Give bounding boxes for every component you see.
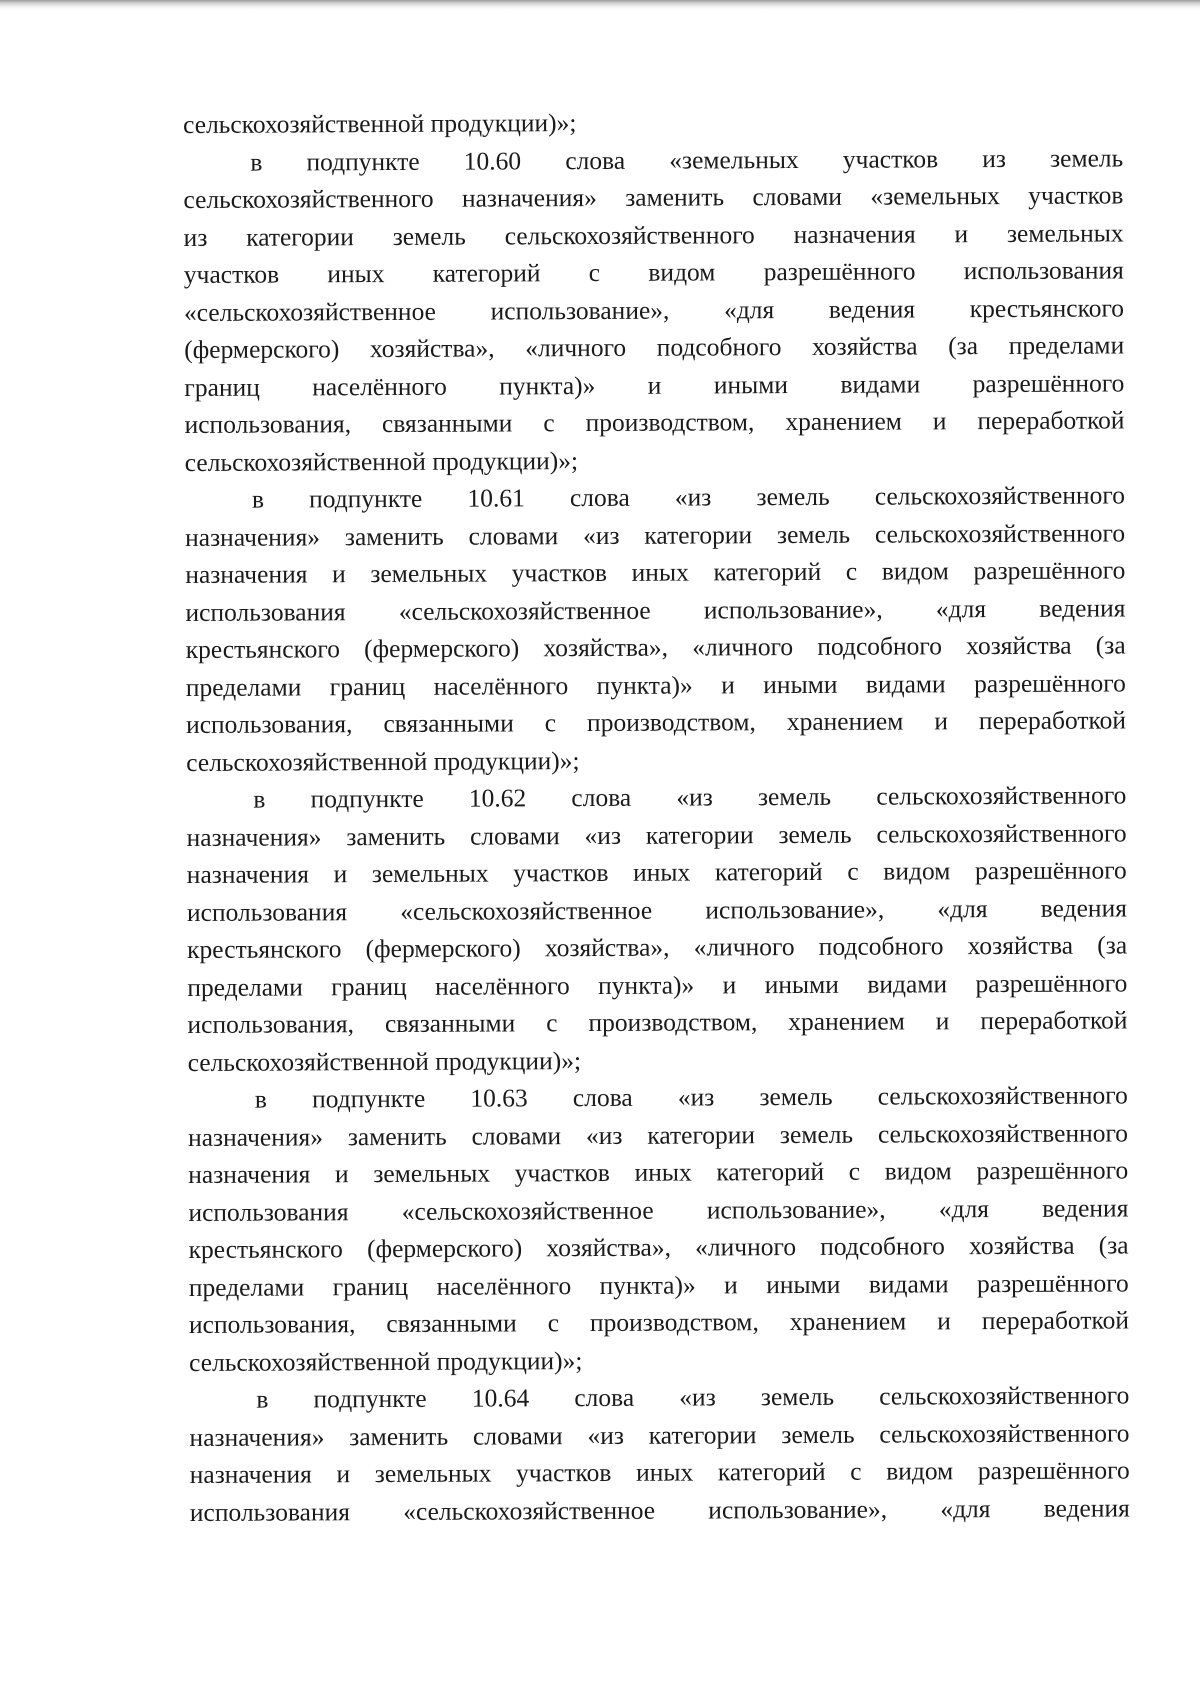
- text-line: назначения и земельных участков иных категорий с видом разрешённого: [186, 855, 1127, 889]
- text-line: использования «сельскохозяйственное использование», «для ведения: [189, 1492, 1130, 1527]
- text-line: использования, связанными с производством, хранением и переработкой: [184, 405, 1125, 439]
- text-line: границ населённого пункта)» и иными видами разрешённого: [184, 367, 1125, 402]
- text-line: назначения» заменить словами «из категории земель сельскохозяйственного: [185, 517, 1126, 552]
- paragraph-last-line: сельскохозяйственной продукции)»;: [189, 1345, 583, 1377]
- paragraph-first-line: в подпункте 10.60 слова «земельных участков из земель: [250, 142, 1124, 177]
- text-line: использования, связанными с производством, хранением и переработкой: [188, 1305, 1130, 1339]
- text-line: использования, связанными с производством, хранением и переработкой: [187, 1005, 1128, 1039]
- text-line: назначения и земельных участков иных категорий с видом разрешённого: [185, 555, 1126, 589]
- text-line: назначения» заменить словами «из категории земель сельскохозяйственного: [189, 1417, 1130, 1452]
- text-line: пределами границ населённого пункта)» и иными видами разрешённого: [187, 967, 1128, 1002]
- scan-top-edge: [0, 0, 1200, 10]
- paragraph-first-line: в подпункте 10.61 слова «из земель сельскохозяйственного: [251, 480, 1125, 514]
- paragraph-last-line: сельскохозяйственной продукции)»;: [187, 1045, 582, 1077]
- paragraph-first-line: в подпункте 10.63 слова «из земель сельскохозяйственного: [254, 1080, 1128, 1114]
- text-line: использования, связанными с производством, хранением и переработкой: [185, 705, 1127, 739]
- text-line: крестьянского (фермерского) хозяйства», «личного подсобного хозяйства (за: [187, 930, 1128, 964]
- text-line: сельскохозяйственного назначения» заменить словами «земельных участков: [183, 180, 1124, 214]
- text-line: пределами границ населённого пункта)» и иными видами разрешённого: [185, 667, 1126, 702]
- text-line: назначения» заменить словами «из категории земель сельскохозяйственного: [186, 817, 1127, 852]
- document-page: [183, 101, 1130, 1531]
- text-line: использования «сельскохозяйственное использование», «для ведения: [186, 892, 1127, 927]
- text-line: «сельскохозяйственное использование», «для ведения крестьянского: [183, 292, 1125, 327]
- text-line: пределами границ населённого пункта)» и иными видами разрешённого: [188, 1267, 1129, 1302]
- text-line: (фермерского) хозяйства», «личного подсобного хозяйства (за пределами: [184, 330, 1125, 364]
- text-line: крестьянского (фермерского) хозяйства», «личного подсобного хозяйства (за: [188, 1230, 1129, 1264]
- paragraph-last-line: сельскохозяйственной продукции)»;: [184, 445, 579, 477]
- text-line: использования «сельскохозяйственное использование», «для ведения: [188, 1192, 1129, 1227]
- paragraph-first-line: в подпункте 10.62 слова «из земель сельскохозяйственного: [253, 780, 1127, 814]
- text-line: участков иных категорий с видом разрешённого использования: [183, 255, 1124, 289]
- text-line: назначения и земельных участков иных категорий с видом разрешённого: [188, 1155, 1129, 1189]
- text-line: назначения» заменить словами «из категории земель сельскохозяйственного: [187, 1117, 1129, 1152]
- text-line: назначения и земельных участков иных категорий с видом разрешённого: [189, 1455, 1130, 1489]
- text-line: из категории земель сельскохозяйственного назначения и земельных: [183, 217, 1124, 252]
- paragraph-last-line: сельскохозяйственной продукции)»;: [186, 745, 580, 777]
- text-line: крестьянского (фермерского) хозяйства», «личного подсобного хозяйства (за: [185, 630, 1126, 664]
- text-line: использования «сельскохозяйственное использование», «для ведения: [185, 592, 1126, 627]
- paragraph-first-line: в подпункте 10.64 слова «из земель сельскохозяйственного: [256, 1380, 1130, 1414]
- text-line: сельскохозяйственной продукции)»;: [183, 108, 577, 139]
